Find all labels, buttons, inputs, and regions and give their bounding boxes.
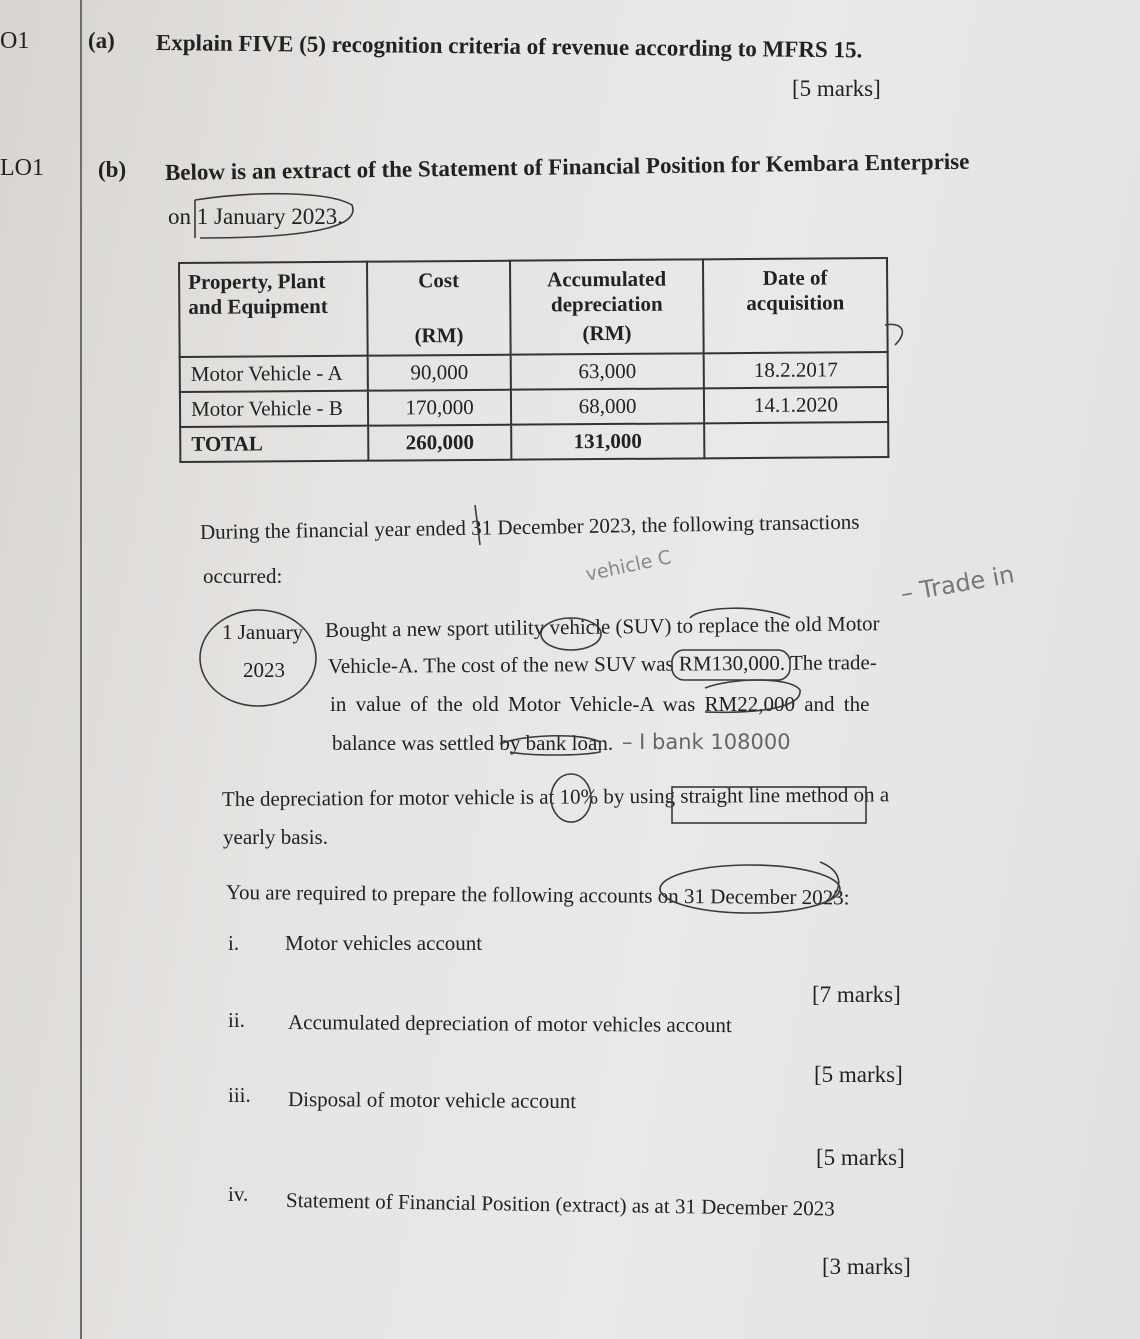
required-item-number: iii. xyxy=(228,1083,251,1107)
required-item-text: Motor vehicles account xyxy=(285,931,483,955)
question-label-a: (a) xyxy=(88,28,115,53)
row-accdep: 63,000 xyxy=(511,353,704,389)
pen-mark-tradein-oval xyxy=(705,680,800,712)
header-accdep-label: Accumulated depreciation xyxy=(547,266,667,317)
required-item-marks: [3 marks] xyxy=(822,1254,911,1279)
required-item-marks: [5 marks] xyxy=(814,1062,903,1087)
pen-mark-date-oval xyxy=(195,194,353,238)
question-intro-b-line1: Below is an extract of the Statement of Financial Position for Kembara Enterprise xyxy=(164,148,970,185)
transaction-line2: Vehicle-A. The cost of the new SUV was RM130,000. The trade- xyxy=(327,650,877,678)
learning-outcome-b: LO1 xyxy=(0,155,44,181)
required-item-text: Statement of Financial Position (extract) as at 31 December 2023 xyxy=(285,1188,835,1221)
row-item: Motor Vehicle - A xyxy=(180,356,368,392)
required-item-marks: [7 marks] xyxy=(812,982,901,1007)
header-cost-label: Cost xyxy=(418,268,460,293)
total-cost: 260,000 xyxy=(368,425,511,461)
header-cost-unit: (RM) xyxy=(414,323,464,348)
row-date: 14.1.2020 xyxy=(704,387,888,423)
pen-mark-cost-box xyxy=(672,650,790,680)
row-date: 18.2.2017 xyxy=(704,352,888,388)
total-label: TOTAL xyxy=(180,426,368,462)
depreciation-line1: The depreciation for motor vehicle is at 10% by using straight line method on a xyxy=(221,782,890,811)
row-cost: 90,000 xyxy=(368,355,511,391)
transaction-date-line1: 1 January xyxy=(222,620,304,644)
learning-outcome-a: O1 xyxy=(0,28,30,54)
row-accdep: 68,000 xyxy=(511,388,704,424)
header-accdep-unit: (RM) xyxy=(582,320,632,346)
pen-mark-suv-circle xyxy=(541,618,601,650)
required-item-number: iv. xyxy=(228,1182,249,1206)
pen-mark-date-circle xyxy=(200,610,316,706)
transactions-intro-line1: During the financial year ended 31 December 2023, the following transactions xyxy=(199,509,860,544)
question-intro-b-line2: on 1 January 2023. xyxy=(168,204,344,229)
header-ppe: Property, Plant and Equipment xyxy=(179,262,368,357)
required-item-text: Disposal of motor vehicle account xyxy=(287,1087,577,1114)
transaction-date-line2: 2023 xyxy=(243,658,285,682)
pen-mark-method-box xyxy=(672,787,866,823)
pen-mark-replace-arc xyxy=(690,608,790,618)
pen-mark-loan-underline xyxy=(500,736,600,755)
header-date: Date of acquisition xyxy=(703,258,888,353)
handwritten-trade-in: – Trade in xyxy=(898,560,1017,608)
handwritten-bank-amount: – I bank 108000 xyxy=(622,730,791,754)
question-text-a: Explain FIVE (5) recognition criteria of revenue according to MFRS 15. xyxy=(155,30,863,63)
handwritten-vehicle-c: vehicle C xyxy=(583,546,674,586)
transaction-line4: balance was settled by bank loan. xyxy=(332,731,614,755)
pen-mark-date-ellipse xyxy=(660,865,840,913)
pen-mark-rate-circle xyxy=(551,774,591,822)
required-item-number: i. xyxy=(228,931,240,955)
required-item-number: ii. xyxy=(228,1008,245,1032)
transactions-intro-line2: occurred: xyxy=(203,564,283,588)
pen-mark-year-tick xyxy=(475,505,480,545)
marks-a: [5 marks] xyxy=(792,76,881,101)
pen-mark-table-hook xyxy=(885,324,902,345)
question-label-b: (b) xyxy=(98,157,127,182)
required-intro: You are required to prepare the following accounts on 31 December 2023: xyxy=(225,880,850,910)
required-item-text: Accumulated depreciation of motor vehicles account xyxy=(287,1010,732,1038)
transaction-line3: in value of the old Motor Vehicle-A was RM22,000 and the xyxy=(330,692,870,716)
required-item-marks: [5 marks] xyxy=(816,1145,905,1170)
transaction-line1: Bought a new sport utility vehicle (SUV) to replace the old Motor xyxy=(324,611,880,642)
row-cost: 170,000 xyxy=(368,390,511,426)
row-item: Motor Vehicle - B xyxy=(180,391,368,427)
total-accdep: 131,000 xyxy=(511,423,704,459)
depreciation-line2: yearly basis. xyxy=(223,825,328,849)
